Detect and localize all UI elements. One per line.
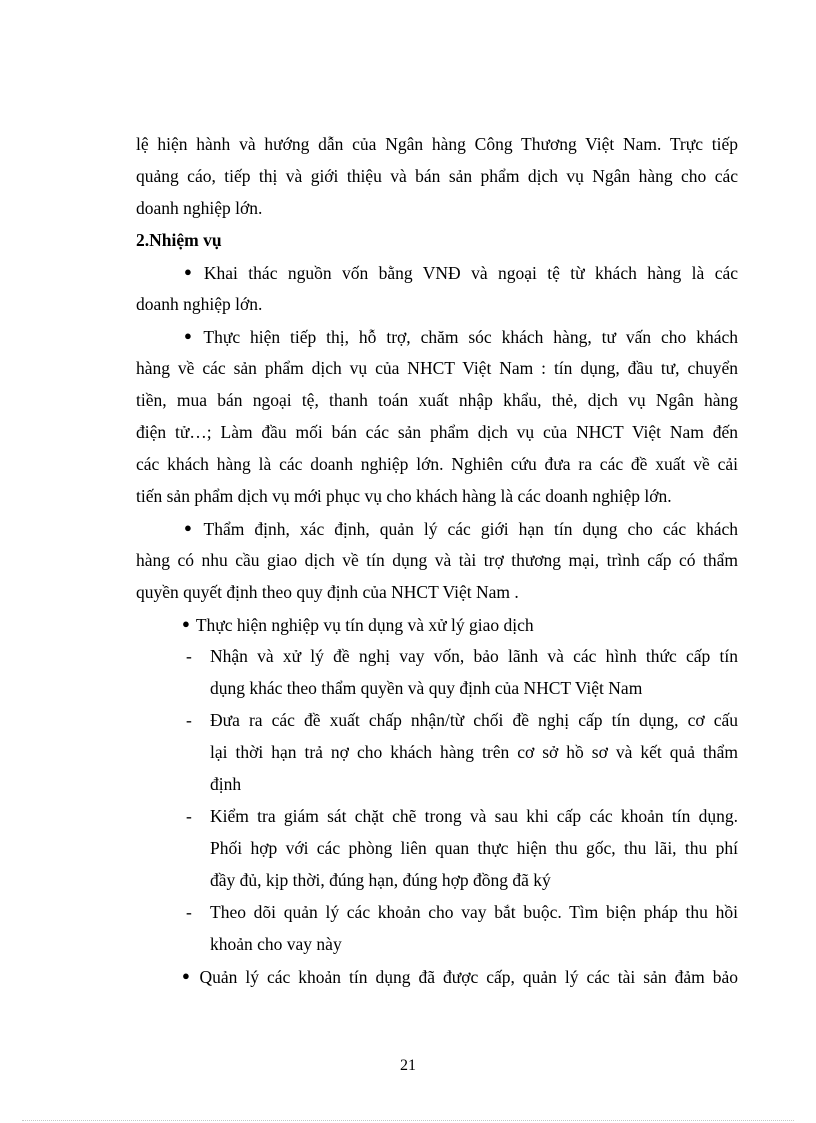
dash-marker: - bbox=[186, 710, 192, 730]
dash-item-continuation: định bbox=[210, 774, 242, 794]
bullet-item: ● Quản lý các khoản tín dụng đã được cấp, quản lý các tài sản đảm bảo bbox=[182, 967, 738, 987]
dash-item-continuation: dụng khác theo thẩm quyền và quy định của NHCT Việt Nam bbox=[210, 678, 643, 698]
dash-item-continuation: đầy đủ, kịp thời, đúng hạn, đúng hợp đồng đã ký bbox=[210, 870, 551, 890]
paragraph-line: tiền, mua bán ngoại tệ, thanh toán xuất nhập khẩu, thẻ, dịch vụ Ngân hàng bbox=[136, 390, 738, 410]
paragraph-line: quảng cáo, tiếp thị và giới thiệu và bán sản phẩm dịch vụ Ngân hàng cho các bbox=[136, 166, 738, 186]
paragraph-line: quyền quyết định theo quy định của NHCT Việt Nam . bbox=[136, 582, 519, 602]
body-text bbox=[136, 128, 738, 992]
dash-marker: - bbox=[186, 902, 192, 922]
bullet-icon: ● bbox=[184, 520, 198, 535]
page-bottom-divider bbox=[22, 1120, 794, 1121]
dash-marker: - bbox=[186, 646, 192, 666]
bullet-icon: ● bbox=[184, 328, 198, 343]
dash-item: - Đưa ra các đề xuất chấp nhận/từ chối đề nghị cấp tín dụng, cơ cấu bbox=[136, 704, 738, 736]
paragraph-line: lệ hiện hành và hướng dẫn của Ngân hàng Công Thương Việt Nam. Trực tiếp bbox=[136, 134, 738, 154]
paragraph-line: tiến sản phẩm dịch vụ mới phục vụ cho khách hàng là các doanh nghiệp lớn. bbox=[136, 486, 672, 506]
dash-item-continuation: khoản cho vay này bbox=[210, 934, 342, 954]
paragraph-line: các khách hàng là các doanh nghiệp lớn. Nghiên cứu đưa ra các đề xuất về cải bbox=[136, 454, 738, 474]
dash-item-continuation: lại thời hạn trả nợ cho khách hàng trên cơ sở hồ sơ và kết quả thẩm bbox=[210, 742, 738, 762]
dash-item: - Nhận và xử lý đề nghị vay vốn, bảo lãnh và các hình thức cấp tín bbox=[136, 640, 738, 672]
section-heading: 2.Nhiệm vụ bbox=[136, 230, 222, 250]
dash-item: - Theo dõi quản lý các khoản cho vay bắt buộc. Tìm biện pháp thu hồi bbox=[136, 896, 738, 928]
bullet-icon: ● bbox=[182, 616, 190, 631]
dash-marker: - bbox=[186, 806, 192, 826]
paragraph-line: hàng về các sản phẩm dịch vụ của NHCT Việt Nam : tín dụng, đầu tư, chuyển bbox=[136, 358, 738, 378]
bullet-item: ● Thẩm định, xác định, quản lý các giới hạn tín dụng cho các khách bbox=[184, 519, 738, 539]
paragraph-line: hàng có nhu cầu giao dịch về tín dụng và tài trợ thương mại, trình cấp có thẩm bbox=[136, 550, 738, 570]
paragraph-line: điện tử…; Làm đầu mối bán các sản phẩm dịch vụ của NHCT Việt Nam đến bbox=[136, 422, 738, 442]
bullet-icon: ● bbox=[184, 264, 198, 279]
paragraph-line: doanh nghiệp lớn. bbox=[136, 294, 263, 314]
bullet-icon: ● bbox=[182, 968, 194, 983]
page-number: 21 bbox=[400, 1057, 416, 1074]
bullet-item: ● Thực hiện nghiệp vụ tín dụng và xử lý giao dịch bbox=[182, 615, 534, 635]
bullet-item: ● Thực hiện tiếp thị, hỗ trợ, chăm sóc khách hàng, tư vấn cho khách bbox=[184, 327, 738, 347]
dash-item-continuation: Phối hợp với các phòng liên quan thực hiện thu gốc, thu lãi, thu phí bbox=[210, 838, 738, 858]
paragraph-line: doanh nghiệp lớn. bbox=[136, 198, 263, 218]
dash-item: - Kiểm tra giám sát chặt chẽ trong và sau khi cấp các khoản tín dụng. bbox=[136, 800, 738, 832]
bullet-item: ● Khai thác nguồn vốn bằng VNĐ và ngoại tệ từ khách hàng là các bbox=[184, 263, 738, 283]
